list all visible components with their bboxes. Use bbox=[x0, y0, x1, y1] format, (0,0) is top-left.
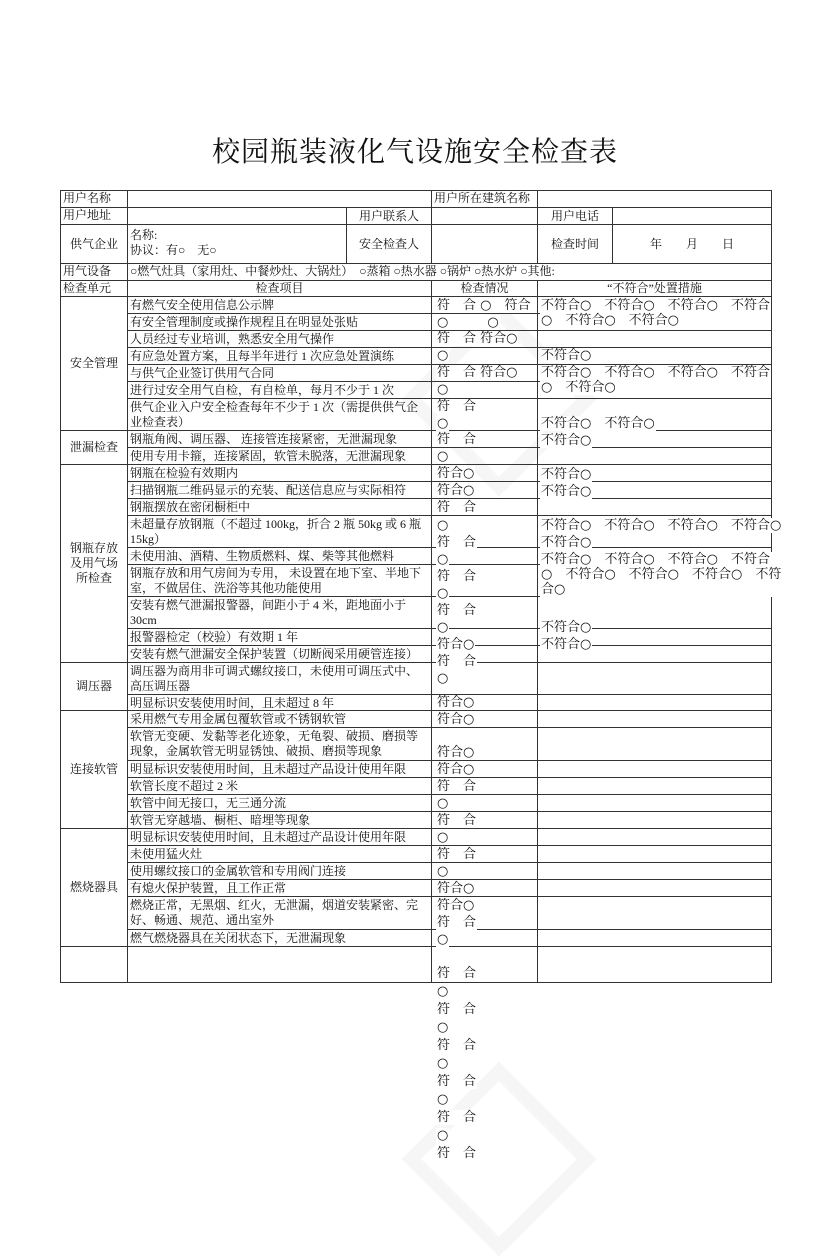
check-item-text: 有安全管理制度或操作规程且在明显处张贴 bbox=[127, 313, 432, 331]
action-option[interactable]: 不符合○ 不符合○ 不符合○ 不符合 ○ 不符合○ bbox=[541, 365, 771, 395]
action-cell[interactable] bbox=[537, 330, 772, 348]
status-option[interactable]: 符 合 bbox=[437, 966, 477, 981]
equipment-options[interactable]: ○燃气灶具（家用灶、中餐炒灶、大锅灶） ○蒸箱 ○热水器 ○锅炉 ○热水炉 ○其他: bbox=[127, 263, 772, 281]
action-cell[interactable] bbox=[537, 447, 772, 465]
action-cell[interactable] bbox=[537, 828, 772, 846]
action-option[interactable]: 不符合○ bbox=[541, 348, 592, 363]
status-option[interactable]: ○ bbox=[437, 620, 449, 635]
status-option[interactable]: 符 合 bbox=[437, 813, 477, 828]
check-item-text: 供气企业入户安全检查每年不少于 1 次（需提供供气企业检查表） bbox=[127, 398, 432, 431]
action-cell[interactable] bbox=[537, 896, 772, 930]
action-cell[interactable] bbox=[537, 760, 772, 778]
status-option[interactable]: 符 合 bbox=[437, 847, 477, 862]
col-status-header: 检查情况 bbox=[431, 280, 538, 297]
status-option[interactable]: ○ bbox=[437, 1020, 449, 1035]
blank-unit-cell bbox=[60, 946, 128, 983]
check-item-text: 安装有燃气泄漏报警器，间距小于 4 米，距地面小于 30cm bbox=[127, 596, 432, 629]
col-unit-header: 检查单元 bbox=[60, 280, 128, 297]
section-unit-label: 调压器 bbox=[60, 662, 128, 711]
status-option[interactable]: 符 合 符合○ bbox=[437, 365, 518, 380]
action-cell[interactable] bbox=[537, 862, 772, 880]
action-option[interactable]: 不符合○ bbox=[541, 467, 592, 482]
address-label: 用户地址 bbox=[60, 207, 128, 225]
status-option[interactable]: ○ bbox=[437, 1128, 449, 1143]
check-item-text: 使用专用卡箍，连接紧固，软管未脱落，无泄漏现象 bbox=[127, 447, 432, 465]
status-option[interactable]: 符合○ bbox=[437, 762, 475, 777]
phone-field[interactable] bbox=[612, 207, 772, 225]
equipment-label: 用气设备 bbox=[60, 263, 128, 281]
check-item-text: 软管无穿越墙、橱柜、暗埋等现象 bbox=[127, 811, 432, 829]
action-cell[interactable] bbox=[537, 811, 772, 829]
check-item-text: 钢瓶角阀、调压器、 连接管连接紧密，无泄漏现象 bbox=[127, 430, 432, 448]
action-cell[interactable] bbox=[537, 727, 772, 761]
action-option[interactable]: 不符合○ 不符合○ 不符合○ 不符合 ○ 不符合○ 不符合○ 不符合○ 不符 合○ bbox=[541, 552, 782, 597]
status-option[interactable]: 符 合 bbox=[437, 1074, 477, 1089]
check-item-text: 明显标识安装使用时间，且未超过 8 年 bbox=[127, 694, 432, 711]
action-option[interactable]: 不符合○ 不符合○ bbox=[541, 416, 655, 431]
supplier-cell[interactable] bbox=[127, 224, 347, 264]
status-option[interactable]: 符合○ bbox=[437, 898, 475, 913]
status-option[interactable]: 符 合 bbox=[437, 915, 477, 930]
action-cell[interactable] bbox=[537, 929, 772, 947]
phone-label: 用户电话 bbox=[537, 207, 613, 225]
check-item-text: 钢瓶摆放在密闭橱柜中 bbox=[127, 498, 432, 516]
check-item-text: 钢瓶在检验有效期内 bbox=[127, 464, 432, 482]
status-option[interactable]: 符合○ bbox=[437, 745, 475, 760]
status-option[interactable]: ○ bbox=[437, 382, 449, 397]
check-item-text: 燃烧正常，无黑烟、红火，无泄漏，烟道安装紧密、完好、畅通、规范、通出室外 bbox=[127, 896, 432, 930]
status-option[interactable]: 符合○ bbox=[437, 695, 475, 710]
section-unit-label: 连接软管 bbox=[60, 710, 128, 829]
check-item-text: 未超量存放钢瓶（不超过 100kg，折合 2 瓶 50kg 或 6 瓶 15kg） bbox=[127, 515, 432, 548]
status-option[interactable]: 符 合 bbox=[437, 535, 477, 550]
contact-field[interactable] bbox=[431, 207, 538, 225]
status-option[interactable]: ○ ○ bbox=[437, 315, 499, 330]
check-item-text: 采用燃气专用金属包覆软管或不锈钢软管 bbox=[127, 710, 432, 728]
action-option[interactable]: 不符合○ bbox=[541, 535, 592, 550]
user-name-label: 用户名称 bbox=[60, 190, 128, 208]
check-item-text: 报警器检定（校验）有效期 1 年 bbox=[127, 628, 432, 646]
check-item-text: 有应急处置方案，且每半年进行 1 次应急处置演练 bbox=[127, 347, 432, 365]
status-option[interactable]: 符 合 bbox=[437, 1038, 477, 1053]
action-cell[interactable] bbox=[537, 777, 772, 795]
status-option[interactable]: 符合○ bbox=[437, 881, 475, 896]
date-field[interactable]: 年 月 日 bbox=[612, 224, 772, 264]
check-item-text: 钢瓶存放和用气房间为专用， 未设置在地下室、半地下室，不做居住、洗浴等其他功能使用 bbox=[127, 564, 432, 597]
status-option[interactable]: ○ bbox=[437, 984, 449, 999]
date-label: 检查时间 bbox=[537, 224, 613, 264]
inspector-label: 安全检查人 bbox=[346, 224, 432, 264]
status-option[interactable]: 符 合 bbox=[437, 569, 477, 584]
action-option[interactable]: 不符合○ bbox=[541, 637, 592, 652]
check-item-text: 软管无变硬、发黏等老化迹象，无龟裂、破损、磨损等现象，金属软管无明显锈蚀、破损、磨损等现象 bbox=[127, 727, 432, 761]
action-option[interactable]: 不符合○ 不符合○ 不符合○ 不符合○ bbox=[541, 518, 782, 533]
status-option[interactable]: 符 合 ○ 符合 bbox=[437, 298, 531, 313]
check-item-text: 明显标识安装使用时间，且未超过产品设计使用年限 bbox=[127, 828, 432, 846]
status-option[interactable]: ○ bbox=[437, 518, 449, 533]
check-item-text: 明显标识安装使用时间，且未超过产品设计使用年限 bbox=[127, 760, 432, 778]
status-option[interactable]: ○ bbox=[437, 932, 449, 947]
check-item-text: 未使用猛火灶 bbox=[127, 845, 432, 863]
inspector-field[interactable] bbox=[431, 224, 538, 264]
agreement-options[interactable]: 协议：有○ 无○ bbox=[130, 243, 217, 257]
check-item-text: 使用螺纹接口的金属软管和专用阀门连接 bbox=[127, 862, 432, 880]
action-option[interactable]: 不符合○ bbox=[541, 620, 592, 635]
status-option[interactable]: 符合○ bbox=[437, 466, 475, 481]
status-option[interactable]: ○ bbox=[437, 671, 449, 686]
watermark-shape bbox=[401, 1061, 596, 1256]
col-item-header: 检查项目 bbox=[127, 280, 432, 297]
status-option[interactable]: ○ bbox=[437, 864, 449, 879]
status-option[interactable]: 符 合 bbox=[437, 1110, 477, 1125]
blank-action-cell bbox=[537, 946, 772, 983]
user-name-field[interactable] bbox=[127, 190, 432, 208]
status-option[interactable]: ○ bbox=[437, 1092, 449, 1107]
section-unit-label: 钢瓶存放及用气场所检查 bbox=[60, 464, 128, 663]
status-option[interactable]: ○ bbox=[437, 348, 449, 363]
building-field[interactable] bbox=[537, 190, 772, 208]
check-item-text: 人员经过专业培训，熟悉安全用气操作 bbox=[127, 330, 432, 348]
status-option[interactable]: 符合○ bbox=[437, 637, 475, 652]
action-cell[interactable] bbox=[537, 845, 772, 863]
status-option[interactable]: ○ bbox=[437, 449, 449, 464]
status-option[interactable]: 符 合 bbox=[437, 603, 477, 618]
col-action-header: “不符合”处置措施 bbox=[537, 280, 772, 297]
check-item-text: 安装有燃气泄漏安全保护装置（切断阀采用硬管连接） bbox=[127, 645, 432, 663]
building-label: 用户所在建筑名称 bbox=[431, 190, 538, 208]
action-cell[interactable] bbox=[537, 879, 772, 897]
check-item-text: 有熄火保护装置，且工作正常 bbox=[127, 879, 432, 897]
page-title: 校园瓶装液化气设施安全检查表 bbox=[211, 135, 618, 168]
action-cell[interactable] bbox=[537, 498, 772, 516]
status-option[interactable]: ○ bbox=[437, 830, 449, 845]
action-cell[interactable] bbox=[537, 710, 772, 728]
supplier-label: 供气企业 bbox=[60, 224, 128, 264]
status-option[interactable]: 符 合 bbox=[437, 1002, 477, 1017]
action-cell[interactable] bbox=[537, 662, 772, 695]
supplier-name-label: 名称: bbox=[130, 228, 158, 242]
check-item-text: 未使用油、酒精、生物质燃料、煤、柴等其他燃料 bbox=[127, 547, 432, 565]
blank-item-cell bbox=[127, 946, 432, 983]
status-option[interactable]: 符 合 bbox=[437, 1146, 477, 1161]
action-option[interactable]: 不符合○ bbox=[541, 433, 592, 448]
status-option[interactable]: 符 合 bbox=[437, 399, 477, 414]
check-item-text: 调压器为商用非可调式螺纹接口，未使用可调压式中、高压调压器 bbox=[127, 662, 432, 695]
section-unit-label: 泄漏检查 bbox=[60, 430, 128, 465]
status-option[interactable]: ○ bbox=[437, 796, 449, 811]
status-option[interactable]: 符 合 符合○ bbox=[437, 331, 518, 346]
status-option[interactable]: 符 合 bbox=[437, 654, 477, 669]
check-item-text: 有燃气安全使用信息公示牌 bbox=[127, 296, 432, 314]
section-unit-label: 燃烧器具 bbox=[60, 828, 128, 947]
check-item-text: 扫描钢瓶二维码显示的充装、配送信息应与实际相符 bbox=[127, 481, 432, 499]
status-option[interactable]: 符 合 bbox=[437, 779, 477, 794]
action-cell[interactable] bbox=[537, 794, 772, 812]
action-option[interactable]: 不符合○ 不符合○ 不符合○ 不符合 ○ 不符合○ 不符合○ bbox=[541, 298, 771, 328]
status-option[interactable]: ○ bbox=[437, 1056, 449, 1071]
action-cell[interactable] bbox=[537, 694, 772, 711]
status-option[interactable]: 符合○ bbox=[437, 483, 475, 498]
status-option[interactable]: ○ bbox=[437, 552, 449, 567]
status-option[interactable]: 符 合 bbox=[437, 432, 477, 447]
check-item-text: 与供气企业签订供用气合同 bbox=[127, 364, 432, 382]
action-option[interactable]: 不符合○ bbox=[541, 484, 592, 499]
section-unit-label: 安全管理 bbox=[60, 296, 128, 431]
check-item-text: 软管长度不超过 2 米 bbox=[127, 777, 432, 795]
check-item-text: 进行过安全用气自检，有自检单，每月不少于 1 次 bbox=[127, 381, 432, 399]
status-option[interactable]: 符合○ bbox=[437, 712, 475, 727]
check-item-text: 软管中间无接口，无三通分流 bbox=[127, 794, 432, 812]
check-item-text: 燃气燃烧器具在关闭状态下，无泄漏现象 bbox=[127, 929, 432, 947]
status-option[interactable]: ○ bbox=[437, 586, 449, 601]
address-field[interactable] bbox=[127, 207, 347, 225]
contact-label: 用户联系人 bbox=[346, 207, 432, 225]
status-option[interactable]: 符 合 bbox=[437, 500, 477, 515]
status-option[interactable]: ○ bbox=[437, 416, 449, 431]
